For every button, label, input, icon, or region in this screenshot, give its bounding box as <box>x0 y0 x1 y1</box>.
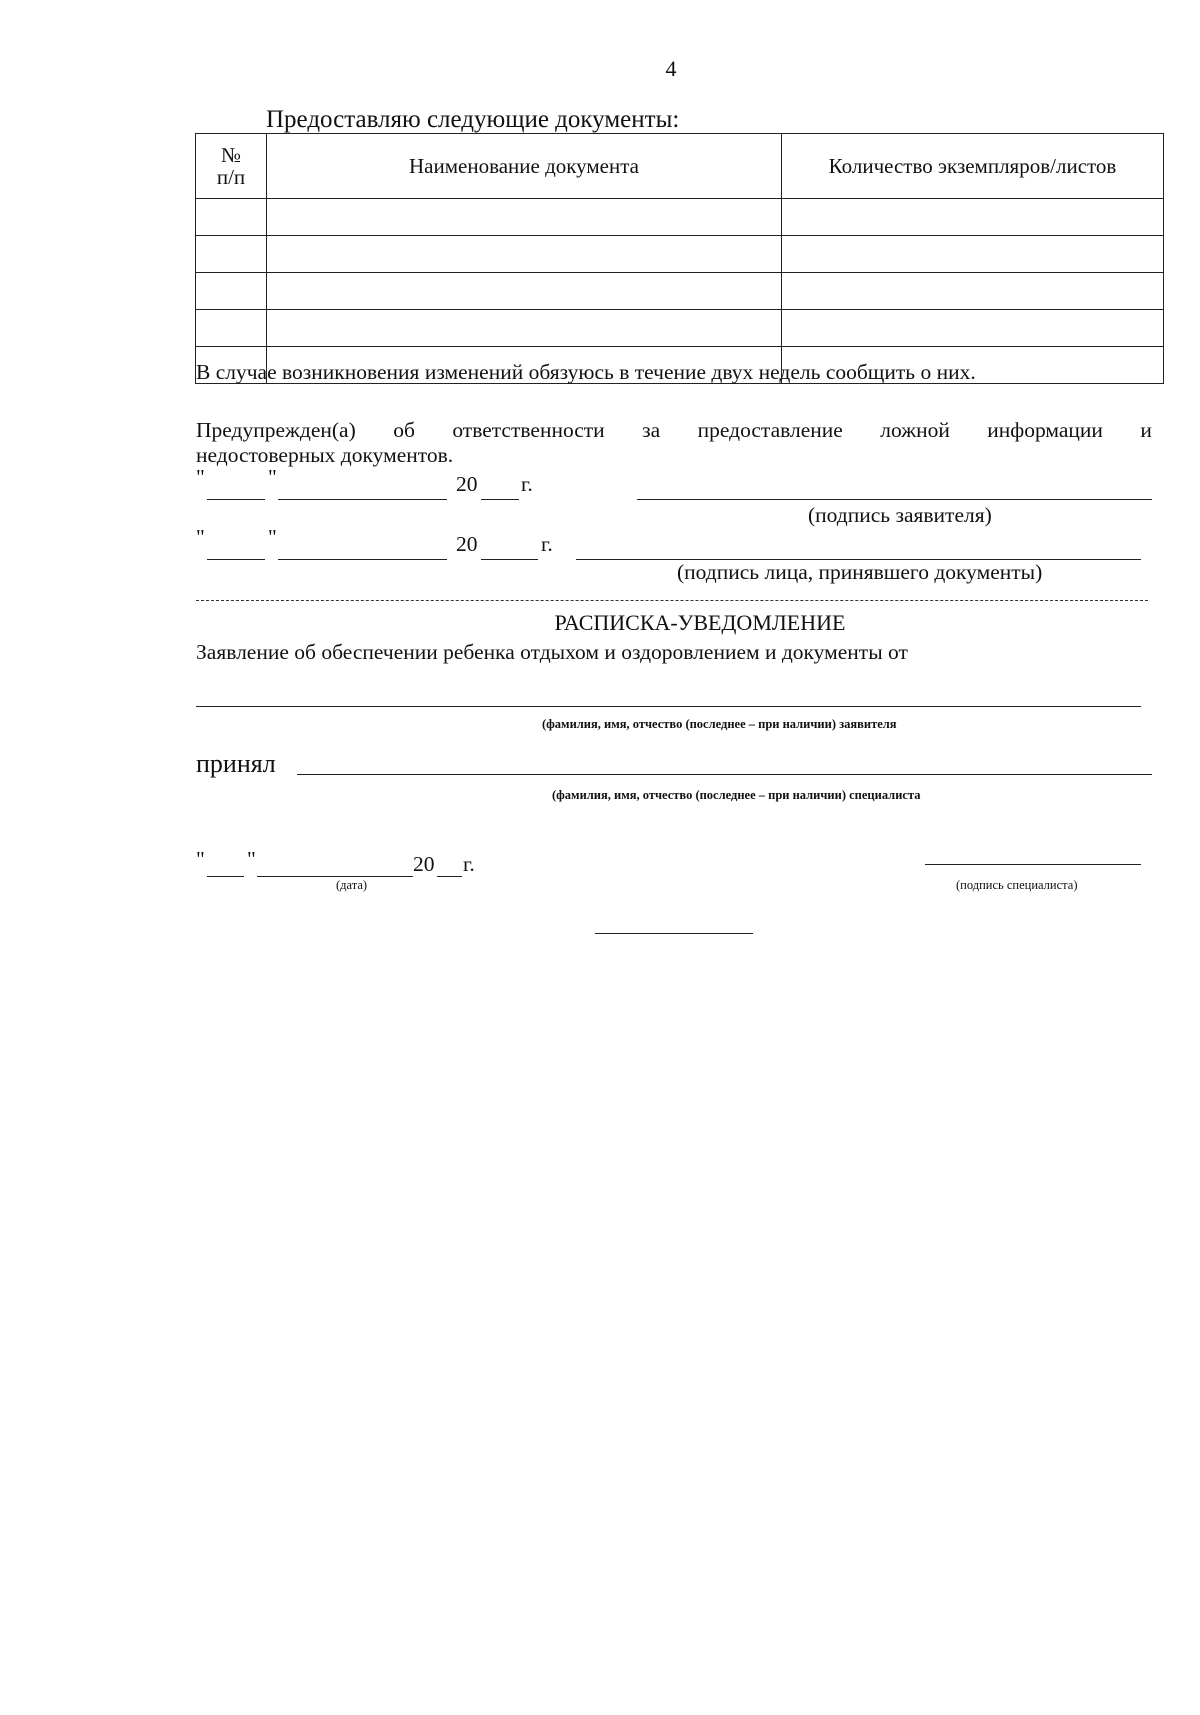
day-blank <box>207 876 244 877</box>
warning-word: информации <box>987 418 1103 442</box>
documents-table <box>195 133 1164 384</box>
warning-word: за <box>642 418 661 442</box>
open-quote: " <box>196 847 205 871</box>
open-quote: " <box>196 465 205 489</box>
cell-document-name[interactable] <box>267 236 782 273</box>
cell-quantity[interactable] <box>782 273 1164 310</box>
specialist-name-caption: (фамилия, имя, отчество (последнее – при наличии) специалиста <box>552 788 921 802</box>
warning-word: предоставление <box>697 418 843 442</box>
year-suffix: г. <box>463 852 475 876</box>
applicant-name-caption: (фамилия, имя, отчество (последнее – при наличии) заявителя <box>542 717 897 731</box>
accepted-label: принял <box>196 749 276 778</box>
table-row <box>196 273 1164 310</box>
cell-number[interactable] <box>196 310 267 347</box>
cell-number[interactable] <box>196 236 267 273</box>
applicant-name-line <box>196 706 1141 707</box>
warning-word: об <box>393 418 415 442</box>
year-blank <box>481 499 519 500</box>
date-caption: (дата) <box>336 878 368 892</box>
close-quote: " <box>247 847 256 871</box>
header-quantity: Количество экземпляров/листов <box>782 134 1164 199</box>
close-quote: " <box>268 465 277 489</box>
cell-number[interactable] <box>196 273 267 310</box>
year-suffix: г. <box>521 472 533 496</box>
cell-quantity[interactable] <box>782 310 1164 347</box>
cell-number[interactable] <box>196 199 267 236</box>
table-row <box>196 310 1164 347</box>
century-text: 20 <box>456 532 478 556</box>
table-header-row <box>196 134 1164 199</box>
cell-document-name[interactable] <box>267 273 782 310</box>
table-body <box>196 199 1164 384</box>
page-number: 4 <box>665 56 677 81</box>
cut-line <box>196 600 1148 601</box>
month-blank <box>257 876 413 877</box>
year-suffix: г. <box>541 532 553 556</box>
applicant-signature-caption: (подпись заявителя) <box>808 503 992 527</box>
month-blank <box>278 559 447 560</box>
century-text: 20 <box>456 472 478 496</box>
specialist-signature-caption: (подпись специалиста) <box>956 878 1078 892</box>
table-row <box>196 199 1164 236</box>
cell-document-name[interactable] <box>267 310 782 347</box>
header-document-name: Наименование документа <box>267 134 782 199</box>
specialist-signature-line <box>925 864 1141 865</box>
warning-word: и <box>1140 418 1152 442</box>
warning-word: Предупрежден(а) <box>196 418 356 442</box>
day-blank <box>207 559 265 560</box>
cell-document-name[interactable] <box>267 199 782 236</box>
documents-heading: Предоставляю следующие документы: <box>266 106 680 133</box>
applicant-signature-line <box>637 499 1152 500</box>
close-quote: " <box>268 525 277 549</box>
receipt-title: РАСПИСКА-УВЕДОМЛЕНИЕ <box>554 610 846 635</box>
day-blank <box>207 499 265 500</box>
open-quote: " <box>196 525 205 549</box>
receiver-signature-caption: (подпись лица, принявшего документы) <box>677 560 1043 584</box>
year-blank <box>437 876 462 877</box>
century-text: 20 <box>413 852 435 876</box>
header-number: № п/п <box>196 134 267 199</box>
receipt-statement: Заявление об обеспечении ребенка отдыхом и оздоровлением и документы от <box>196 640 908 664</box>
cell-quantity[interactable] <box>782 199 1164 236</box>
year-blank <box>481 559 538 560</box>
notice-changes: В случае возникновения изменений обязуюсь в течение двух недель сообщить о них. <box>196 360 976 384</box>
warning-word: ответственности <box>452 418 605 442</box>
specialist-name-line <box>297 774 1152 775</box>
warning-line-2: недостоверных документов. <box>196 443 454 467</box>
month-blank <box>278 499 447 500</box>
warning-line-1 <box>196 418 1152 443</box>
cell-quantity[interactable] <box>782 236 1164 273</box>
warning-word: ложной <box>880 418 950 442</box>
table-row <box>196 236 1164 273</box>
end-rule <box>595 933 753 934</box>
